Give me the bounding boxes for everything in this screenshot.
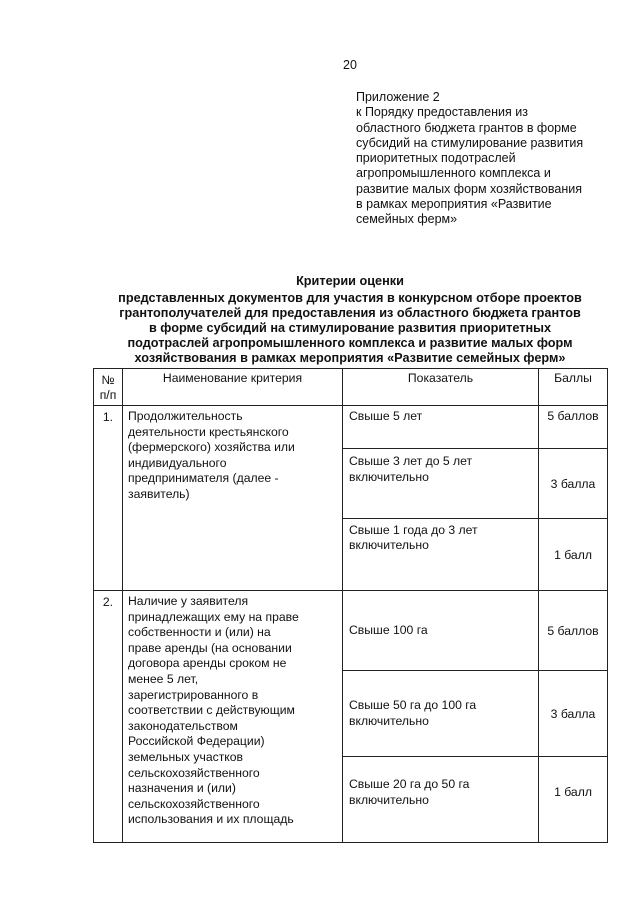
points-cell: 5 баллов <box>539 591 608 671</box>
criteria-table <box>93 368 608 843</box>
indicator-line: Свыше 20 га до 50 га <box>349 777 470 791</box>
indicator-cell <box>343 757 539 843</box>
appendix-block <box>356 90 626 228</box>
indicator-cell <box>343 591 539 671</box>
appendix-line: семейных ферм» <box>356 212 458 227</box>
criterion-line: деятельности крестьянского <box>128 424 289 439</box>
criterion-line: предпринимателя (далее - <box>128 471 279 486</box>
row-number: 1. <box>94 406 123 591</box>
criterion-line: Наличие у заявителя <box>128 594 249 608</box>
indicator-cell <box>343 671 539 757</box>
criterion-line: сельскохозяйственного <box>128 765 260 780</box>
criterion-line: Продолжительность <box>128 409 243 423</box>
header-num-line: п/п <box>99 388 117 402</box>
criterion-line: заявитель) <box>128 486 190 501</box>
heading-line: представленных документов для участия в конкурсном отборе проектов <box>118 291 582 306</box>
criterion-line: праве аренды (на основании <box>128 640 292 655</box>
criterion-line: земельных участков <box>128 749 244 764</box>
criterion-line: принадлежащих ему на праве <box>128 609 299 624</box>
indicator-cell <box>343 518 539 590</box>
appendix-line: в рамках мероприятия «Развитие <box>356 197 552 212</box>
appendix-line: агропромышленного комплекса и <box>356 166 551 181</box>
appendix-line: Приложение 2 <box>356 90 440 104</box>
indicator-line: Свыше 1 года до 3 лет <box>349 522 478 537</box>
header-num <box>94 369 123 406</box>
criterion-cell <box>123 406 343 591</box>
indicator-line: включительно <box>349 538 429 553</box>
criterion-line: законодательством <box>128 718 238 733</box>
header-indicator: Показатель <box>343 369 539 406</box>
table-row <box>94 591 608 671</box>
indicator-line: включительно <box>349 714 429 728</box>
indicator-line: включительно <box>349 469 429 484</box>
points-cell: 1 балл <box>539 757 608 843</box>
indicator-cell <box>343 449 539 519</box>
heading-line: хозяйствования в рамках мероприятия «Развитие семейных ферм» <box>134 351 566 366</box>
criterion-line: использования и их площадь <box>128 812 294 827</box>
criterion-line: зарегистрированного в <box>128 687 259 702</box>
heading-line: грантополучателей для предоставления из областного бюджета грантов <box>119 306 581 321</box>
header-criterion: Наименование критерия <box>123 369 343 406</box>
appendix-line: приоритетных подотраслей <box>356 151 516 166</box>
table-row <box>94 406 608 449</box>
criterion-line: индивидуального <box>128 455 227 470</box>
appendix-line: областного бюджета грантов в форме <box>356 120 577 135</box>
criterion-line: (фермерского) хозяйства или <box>128 440 295 455</box>
row-number: 2. <box>94 591 123 843</box>
criterion-cell <box>123 591 343 843</box>
heading-title: Критерии оценки <box>296 274 404 288</box>
criterion-line: Российской Федерации) <box>128 734 265 749</box>
criterion-line: назначения и (или) <box>128 781 236 796</box>
indicator-line: Свыше 50 га до 100 га <box>349 698 477 713</box>
criterion-line: договора аренды сроком не <box>128 656 287 671</box>
points-cell: 3 балла <box>539 449 608 519</box>
criterion-line: соответствии с действующим <box>128 703 295 718</box>
criterion-line: менее 5 лет, <box>128 671 199 686</box>
header-num-line: № <box>101 373 115 387</box>
indicator-line: Свыше 3 лет до 5 лет <box>349 454 473 469</box>
indicator-line: Свыше 5 лет <box>349 409 423 423</box>
appendix-line: к Порядку предоставления из <box>356 105 528 120</box>
indicator-line: включительно <box>349 792 429 807</box>
indicator-line: Свыше 100 га <box>349 623 428 638</box>
document-heading <box>60 274 640 367</box>
criterion-line: сельскохозяйственного <box>128 796 260 811</box>
criterion-line: собственности и (или) на <box>128 625 271 640</box>
table-header-row <box>94 369 608 406</box>
heading-line: подотраслей агропромышленного комплекса и развитие малых форм <box>127 336 573 351</box>
points-cell: 1 балл <box>539 518 608 590</box>
points-cell: 3 балла <box>539 671 608 757</box>
page-number: 20 <box>343 58 357 72</box>
header-points: Баллы <box>539 369 608 406</box>
points-cell: 5 баллов <box>539 406 608 449</box>
appendix-line: развитие малых форм хозяйствования <box>356 181 582 196</box>
appendix-line: субсидий на стимулирование развития <box>356 135 584 150</box>
indicator-cell <box>343 406 539 449</box>
heading-line: в форме субсидий на стимулирование развития приоритетных <box>148 321 552 336</box>
